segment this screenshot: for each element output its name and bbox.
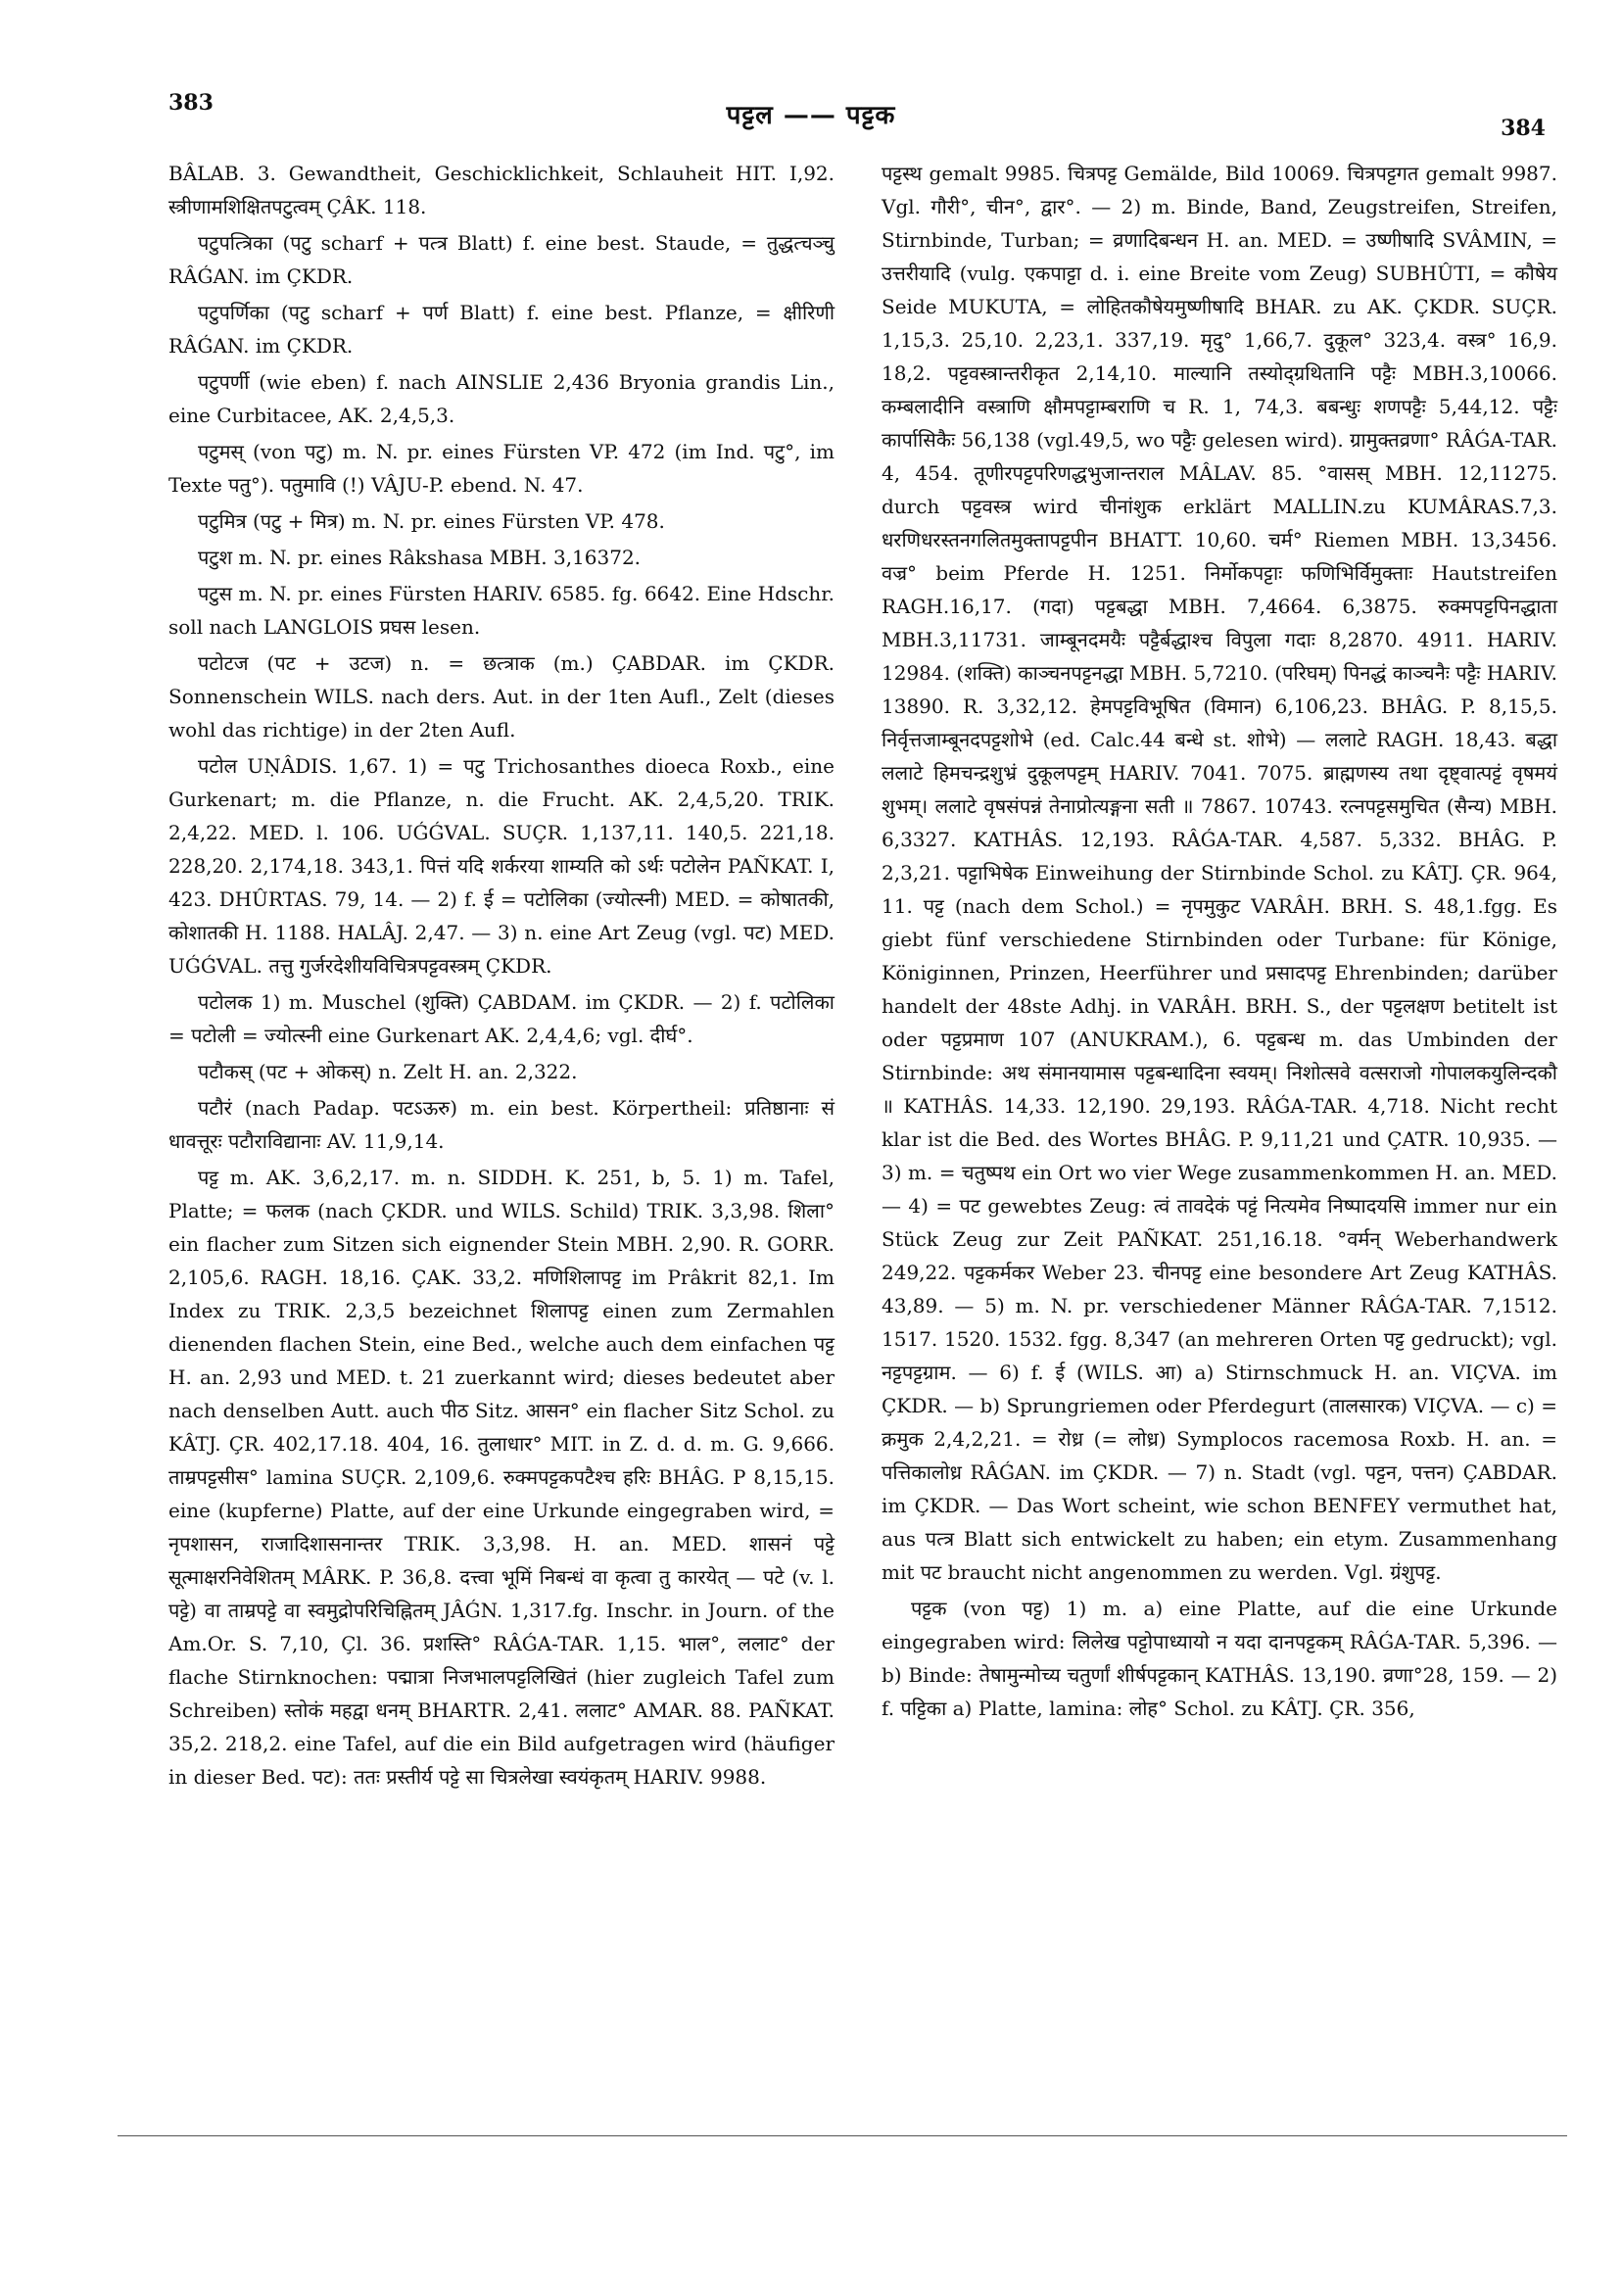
entry: पटुपर्णी (wie eben) f. nach AINSLIE 2,436 Bryonia grandis Lin., eine Curbitacee, AK. 2,4,5,3. (168, 370, 835, 427)
entry: पटुश m. N. pr. eines Râkshasa MBH. 3,16372. (198, 546, 642, 569)
entry: पट्टस्थ gemalt 9985. चित्रपट्ट Gemälde, Bild 10069. चित्रपट्टगत gemalt 9987. Vgl. गौरी°, चीन°, द्वार°. — 2) m. Binde, Band, Zeugstreifen, Streifen, Stirnbinde, Turban; = व्रणादिबन्धन H. an. MED. = उष्णीषादि SVÂMIN, = उत्तरीयादि (vulg. एकपाट्टा d. i. eine Breite vom Zeug) SUBHÛTI, = कौषेय Seide MUKUTA, = लोहितकौषेयमुष्णीषादि BHAR. zu AK. ÇKDR. SUÇR. 1,15,3. 25,10. 2,23,1. 337,19. मृदु° 1,66,7. दुकूल° 323,4. वस्त्र° 16,9. 18,2. पट्टवस्त्रान्तरीकृत 2,14,10. माल्यानि तस्योद्ग्रथितानि पट्टैः MBH.3,10066. कम्बलादीनि वस्त्राणि क्षौमपट्टाम्बराणि च R. 1, 74,3. बबन्धुः शणपट्टैः 5,44,12. पट्टैः कार्पासिकैः 56,138 (vgl.49,5, wo पट्टैः gelesen wird). ग्रामुक्तव्रणा° RÂǴA-TAR. 4, 454. तूणीरपट्टपरिणद्धभुजान्तराल MÂLAV. 85. °वासस् MBH. 12,11275. durch पट्टवस्त्र wird चीनांशुक erklärt MALLIN.zu KUMÂRAS.7,3. धरणिधरस्तनगलितमुक्तापट्टपीन BHATT. 10,60. चर्म° Riemen MBH. 13,3456. वज्र° beim Pferde H. 1251. निर्मोकपट्टाः फणिभिर्विमुक्ताः Hautstreifen RAGH.16,17. (गदा) पट्टबद्धा MBH. 7,4664. 6,3875. रुक्मपट्टपिनद्धाता MBH.3,11731. जाम्बूनदमयैः पट्टैर्बद्धाश्च विपुला गदाः 8,2870. 4911. HARIV. 12984. (शक्ति) काञ्चनपट्टनद्धा MBH. 5,7210. (परिघम्) पिनद्धं काञ्चनैः पट्टैः HARIV. 13890. R. 3,32,12. हेमपट्टविभूषित (विमान) 6,106,23. BHÂG. P. 8,15,5. निर्वृत्तजाम्बूनदपट्टशोभे (ed. Calc.44 बन्धे st. शोभे) — ललाटे RAGH. 18,43. बद्धा ललाटे हिमचन्द्रशुभ्रं दुकूलपट्टम् HARIV. 7041. 7075. ब्राह्मणस्य तथा दृष्ट्वात्पट्टं वृषमयं शुभम्। ललाटे वृषसंपन्नं तेनाप्रोत्यङ्गना सती ॥ 7867. 10743. रत्नपट्टसमुचित (सैन्य) MBH. 6,3327. KATHÂS. 12,193. RÂǴA-TAR. 4,587. 5,332. BHÂG. P. 2,3,21. पट्टाभिषेक Einweihung der Stirnbinde Schol. zu KÂTJ. ÇR. 964, 11. पट्ट (nach dem Schol.) = नृपमुकुट VARÂH. BRH. S. 48,1.fgg. Es giebt fünf verschiedene Stirnbinden oder Turbane: für Könige, Königinnen, Prinzen, Heerführer und प्रसादपट्ट Ehrenbinden; darüber handelt der 48ste Adhj. in VARÂH. BRH. S., der पट्टलक्षण betitelt ist oder पट्टप्रमाण 107 (ANUKRAM.), 6. पट्टबन्ध m. das Umbinden der Stirnbinde: अथ संमानयामास पट्टबन्धादिना स्वयम्। निशोत्सवे वत्सराजो गोपालकयुलिन्दकौ ॥ KATHÂS. 14,33. 12,190. 29,193. RÂǴA-TAR. 4,718. Nicht recht klar ist die Bed. des Wortes BHÂG. P. 9,11,21 und ÇATR. 10,935. — 3) m. = चतुष्पथ ein Ort wo vier Wege zusammenkommen H. an. MED. — 4) = पट gewebtes Zeug: त्वं तावदेकं पट्टं नित्यमेव निष्पादयसि immer nur ein Stück Zeug zur Zeit PAÑKAT. 251,16.18. °वर्मन् Weberhandwerk 249,22. पट्टकर्मकर Weber 23. चीनपट्ट eine besondere Art Zeug KATHÂS. 43,89. — 5) m. N. pr. verschiedener Männer RÂǴA-TAR. 7,1512. 1517. 1520. 1532. fgg. 8,347 (an mehreren Orten पट्ट gedruckt); vgl. नट्टपट्टग्राम. — 6) f. ई (WILS. आ) a) Stirnschmuck H. an. VIÇVA. im ÇKDR. — b) Sprungriemen oder Pferdegurt (तालसारक) VIÇVA. — c) = क्रमुक 2,4,2,21. = रोध्र (= लोध्र) Symplocos racemosa Roxb. H. an. = पत्तिकालोध्र RÂǴAN. im ÇKDR. — 7) n. Stadt (vgl. पट्टन, पत्तन) ÇABDAR. im ÇKDR. — Das Wort scheint, wie schon BENFEY vermuthet hat, aus पत्त्र Blatt sich entwickelt zu haben; ein etym. Zusammenhang mit पट braucht nicht angenommen zu werden. Vgl. ग्रंशुपट्ट. (882, 162, 1557, 1584)
entry: पटुमस् (von पटु) m. N. pr. eines Fürsten VP. 472 (im Ind. पटु°, im Texte पतु°). पतुमावि (!) VÂJU-P. ebend. N. 47. (168, 440, 835, 497)
entry: पटोल UṆÂDIS. 1,67. 1) = पटु Trichosanthes dioeca Roxb., eine Gurkenart; m. die Pflanze, n. die Frucht. AK. 2,4,5,20. TRIK. 2,4,22. MED. l. 106. UǴǴVAL. SUÇR. 1,137,11. 140,5. 221,18. 228,20. 2,174,18. 343,1. पित्तं यदि शर्करया शाम्यति को ऽर्थः पटोलेन PAÑKAT. I, 423. DHÛRTAS. 79, 14. — 2) f. ई = पटोलिका (ज्योत्स्नी) MED. = कोषातकी, कोशातकी H. 1188. HALÂJ. 2,47. — 3) n. eine Art Zeug (vgl. पट) MED. UǴǴVAL. तत्तु गुर्जरदेशीयविचित्रपट्टवस्त्रम् ÇKDR. (168, 754, 835, 978)
entry: पट्टक (von पट्ट) 1) m. a) eine Platte, auf die eine Urkunde eingegraben wird: लिलेख पट्टोपाध्यायो न यदा दानपट्टकम् RÂǴA-TAR. 5,396. — b) Binde: तेषामुन्मोच्य चतुर्णां शीर्षपट्टकान् KATHÂS. 13,190. व्रणा°28, 159. — 2) f. पट्टिका a) Platte, lamina: लोह° Schol. zu KÂTJ. ÇR. 356, (882, 1597, 1557, 1720)
left-column (168, 157, 835, 1796)
entry: पटुमित्र (पटु + मित्र) m. N. pr. eines Fürsten VP. 478. (198, 509, 665, 533)
entry: पटुस m. N. pr. eines Fürsten HARIV. 6585. fg. 6642. Eine Hdschr. soll nach LANGLOIS प्रघस lesen. (168, 582, 835, 639)
right-column (882, 157, 1557, 1728)
page-number-right: 384 (1501, 116, 1546, 141)
entry: पटोटज (पट + उटज) n. = छत्त्राक (m.) ÇABDAR. im ÇKDR. Sonnenschein WILS. nach ders. Aut. in der 1ten Aufl., Zelt (dieses wohl das richtige) in der 2ten Aufl. (168, 651, 835, 741)
entry: पटोलक 1) m. Muschel (शुक्ति) ÇABDAM. im ÇKDR. — 2) f. पटोलिका = पटोली = ज्योत्स्नी eine Gurkenart AK. 2,4,4,6; vgl. दीर्घ°. (168, 990, 835, 1047)
footer-rule (118, 2135, 1567, 2136)
entry: पट्ट m. AK. 3,6,2,17. m. n. SIDDH. K. 251, b, 5. 1) m. Tafel, Platte; = फलक (nach ÇKDR. und WILS. Schild) TRIK. 3,3,98. शिला° ein flacher zum Sitzen sich eignender Stein MBH. 2,90. R. GORR. 2,105,6. RAGH. 18,16. ÇAK. 33,2. मणिशिलापट्ट im Prâkrit 82,1. Im Index zu TRIK. 2,3,5 bezeichnet शिलापट्ट einen zum Zermahlen dienenden flachen Stein, eine Bed., welche auch dem einfachen पट्ट H. an. 2,93 und MED. t. 21 zuerkannt wird; dieses bedeutet aber nach denselben Autt. auch पीठ Sitz. आसन° ein flacher Sitz Schol. zu KÂTJ. ÇR. 402,17.18. 404, 16. तुलाधार° MIT. in Z. d. d. m. G. 9,666. ताम्रपट्टसीस° lamina SUÇR. 2,109,6. रुक्मपट्टकपटैश्च हरिः BHÂG. P 8,15,15. eine (kupferne) Platte, auf der eine Urkunde eingegraben wird, = नृपशासन, राजादिशासनान्तर TRIK. 3,3,98. H. an. MED. शासनं पट्टे सूत्माक्षरनिवेशितम् MÂRK. P. 36,8. दत्त्वा भूमिं निबन्धं वा कृत्वा तु कारयेत् — पटे (v. l. पट्टे) वा ताम्रपट्टे वा स्वमुद्रोपरिचिह्नितम् JÂǴN. 1,317.fg. Inschr. in Journ. of the Am.Or. S. 7,10, Çl. 36. प्रशस्ति° RÂǴA-TAR. 1,15. भाल°, ललाट° der flache Stirnknochen: पद्मात्रा निजभालपट्टलिखितं (hier zugleich Tafel zum Schreiben) स्तोकं महद्वा धनम् BHARTR. 2,41. ललाट° AMAR. 88. PAÑKAT. 35,2. 218,2. eine Tafel, auf die ein Bild aufgetragen wird (häufiger in dieser Bed. पट): ततः प्रस्तीर्य पट्टे सा चित्रलेखा स्वयंकृतम् HARIV. 9988. (168, 1166, 835, 1789)
running-head: पट्टल —— पट्टक (726, 101, 896, 130)
entry: पटौरं (nach Padap. पटऽऊरु) m. ein best. Körpertheil: प्रतिष्ठानाः सं धावत्तूरः पटौराविद्यानाः AV. 11,9,14. (168, 1096, 835, 1153)
entry: BÂLAB. 3. Gewandtheit, Geschicklichkeit, Schlauheit HIT. I,92. स्त्रीणामशिक्षितपटुत्वम् ÇÂK. 118. (168, 162, 835, 218)
page-number-left: 383 (168, 90, 214, 116)
entry: पटुपत्त्रिका (पटु scharf + पत्त्र Blatt) f. eine best. Staude, = तुद्धत्चञ्चु RÂǴAN. im ÇKDR. (168, 231, 835, 288)
entry: पटौकस् (पट + ओकस्) n. Zelt H. an. 2,322. (198, 1060, 578, 1083)
entry: पटुपर्णिका (पटु scharf + पर्ण Blatt) f. eine best. Pflanze, = क्षीरिणी RÂǴAN. im ÇKDR. (168, 301, 835, 358)
